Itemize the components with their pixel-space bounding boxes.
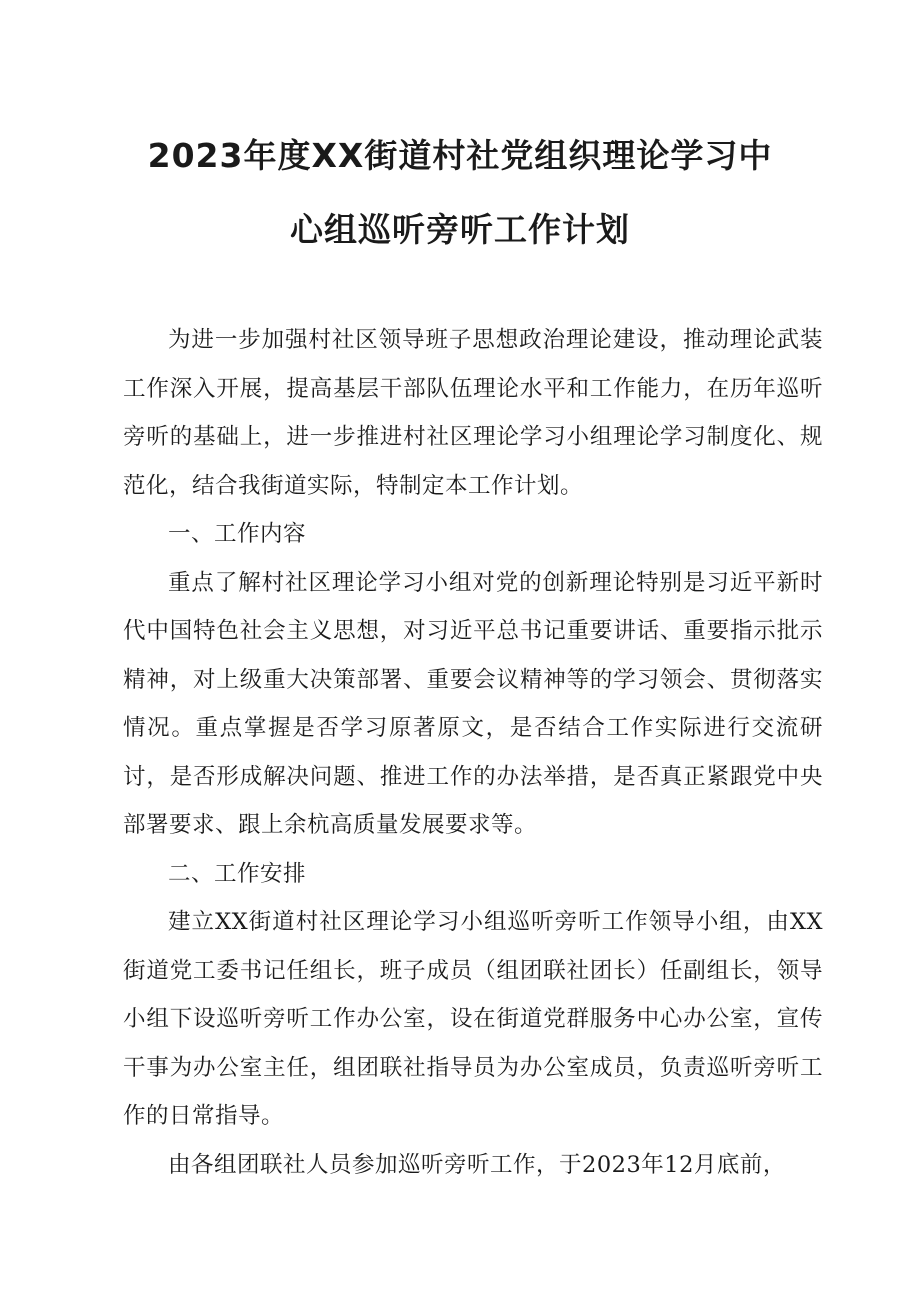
section-heading-work-content: 一、工作内容 <box>168 521 307 547</box>
document-body <box>123 316 823 1189</box>
work-arrangement-paragraph-2: 由各组团联社人员参加巡听旁听工作，于2023年12月底前， <box>168 1151 786 1178</box>
intro-paragraph: 为进一步加强村社区领导班子思想政治理论建设，推动理论武装工作深入开展，提高基层干部队伍理论水平和工作能力，在历年巡听旁听的基础上，进一步推进村社区理论学习小组理论学习制度化、规范化，结合我街道实际，特制定本工作计划。 <box>123 327 823 499</box>
work-arrangement-paragraph-1: 建立XX街道村社区理论学习小组巡听旁听工作领导小组，由XX街道党工委书记任组长，班子成员（组团联社团长）任副组长，领导小组下设巡听旁听工作办公室，设在街道党群服务中心办公室，宣传干事为办公室主任，组团联社指导员为办公室成员，负责巡听旁听工作的日常指导。 <box>123 909 823 1129</box>
document-title-line-2: 心组巡听旁听工作计划 <box>290 210 630 249</box>
document-title-line-1: 2023年度XX街道村社党组织理论学习中 <box>147 136 773 175</box>
work-content-paragraph: 重点了解村社区理论学习小组对党的创新理论特别是习近平新时代中国特色社会主义思想，对习近平总书记重要讲话、重要指示批示精神，对上级重大决策部署、重要会议精神等的学习领会、贯彻落实情况。重点掌握是否学习原著原文，是否结合工作实际进行交流研讨，是否形成解决问题、推进工作的办法举措，是否真正紧跟党中央部署要求、跟上余杭高质量发展要求等。 <box>123 569 823 838</box>
section-heading-work-arrangement: 二、工作安排 <box>168 860 307 887</box>
